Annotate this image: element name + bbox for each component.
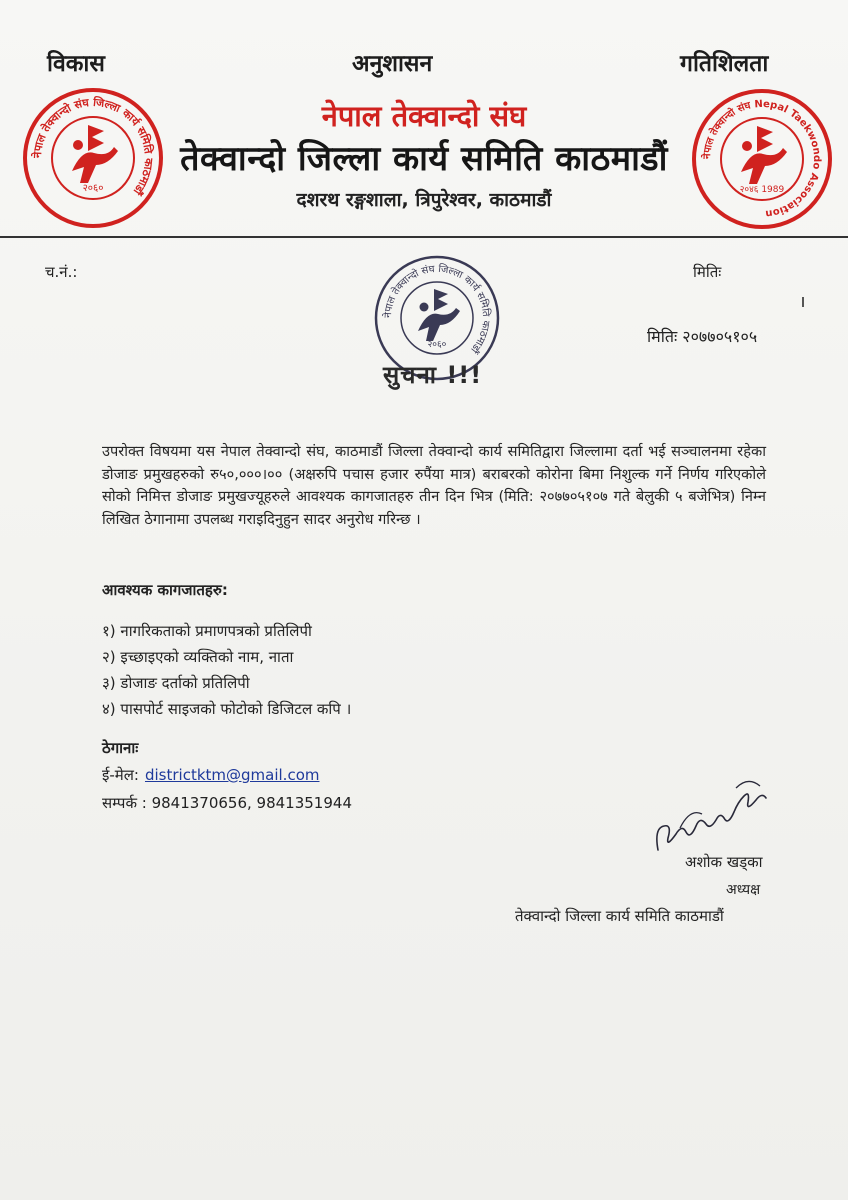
email-link[interactable]: districtktm@gmail.com: [144, 766, 320, 784]
motto-development: विकास: [47, 51, 105, 77]
org-name: नेपाल तेक्वान्दो संघ: [321, 99, 527, 133]
signatory-organization: तेक्वान्दो जिल्ला कार्य समिति काठमाडौं: [515, 907, 724, 925]
handwritten-signature: [650, 768, 780, 858]
list-item: २) इच्छाइएको व्यक्तिको नाम, नाता: [102, 648, 294, 666]
notice-heading: सुचना !!!: [383, 361, 483, 389]
org-address: दशरथ रङ्गशाला, त्रिपुरेश्वर, काठमाडौं: [296, 189, 552, 211]
required-documents-heading: आवश्यक कागजातहरु:: [102, 581, 228, 599]
signatory-name: अशोक खड्का: [685, 853, 763, 871]
list-item: १) नागरिकताको प्रमाणपत्रको प्रतिलिपी: [102, 622, 312, 640]
motto-dynamism: गतिशिलता: [680, 51, 769, 77]
right-logo-ring-text: नेपाल तेक्वान्दो संघ Nepal Taekwondo Association: [701, 98, 823, 219]
stamp-year: २०६०: [427, 340, 447, 350]
right-logo-years: २०४६ 1989: [739, 185, 785, 195]
date-label: मितिः: [693, 263, 722, 281]
signatory-role: अध्यक्ष: [726, 882, 761, 898]
phone-row: [102, 793, 352, 813]
email-label: ई-मेल:: [102, 766, 139, 784]
email-row: [102, 765, 319, 785]
margin-mark: [802, 297, 804, 307]
stamp-ring-text: नेपाल तेक्वान्दो संघ जिल्ला कार्य समिति काठमाडौं: [382, 263, 492, 355]
reference-number-label: च.नं.:: [45, 263, 78, 281]
list-item: ४) पासपोर्ट साइजको फोटोको डिजिटल कपि ।: [102, 700, 352, 718]
committee-name: तेक्वान्दो जिल्ला कार्य समिति काठमाडौं: [180, 139, 668, 179]
phone-numbers: 9841370656, 9841351944: [151, 794, 352, 812]
header-divider: [0, 236, 848, 238]
left-logo-year: २०६०: [82, 183, 104, 194]
motto-discipline: अनुशासन: [352, 51, 433, 77]
phone-label: सम्पर्क :: [102, 794, 147, 812]
notice-body: उपरोक्त विषयमा यस नेपाल तेक्वान्दो संघ, काठमाडौं जिल्ला तेक्वान्दो कार्य समितिद्वारा जिल्लामा दर्ता भई सञ्चालनमा रहेका डोजाङ प्रमुखहरुको रु५०,०००।०० (अक्षरुपि पचास हजार रुपैंया मात्र) बराबरको कोरोना बिमा निशुल्क गर्ने निर्णय गरिएकोले सोको निमित्त डोजाङ प्रमुखज्यूहरुले आवश्यक कागजातहरु तीन दिन भित्र (मिति: २०७७०५१०७ गते बेलुकी ५ बजेभित्र) निम्न लिखित ठेगानामा उपलब्ध गराइदिनुहुन सादर अनुरोध गरिन्छ ।: [102, 443, 766, 528]
list-item: ३) डोजाङ दर्ताको प्रतिलिपी: [102, 674, 250, 692]
letter-date: मितिः २०७७०५१०५: [647, 327, 758, 346]
required-documents-list: [102, 618, 351, 722]
address-heading: ठेगानाः: [102, 739, 139, 757]
left-logo-ring-text: नेपाल तेक्वान्दो संघ जिल्ला कार्य समिति काठमाडौं: [30, 95, 156, 197]
